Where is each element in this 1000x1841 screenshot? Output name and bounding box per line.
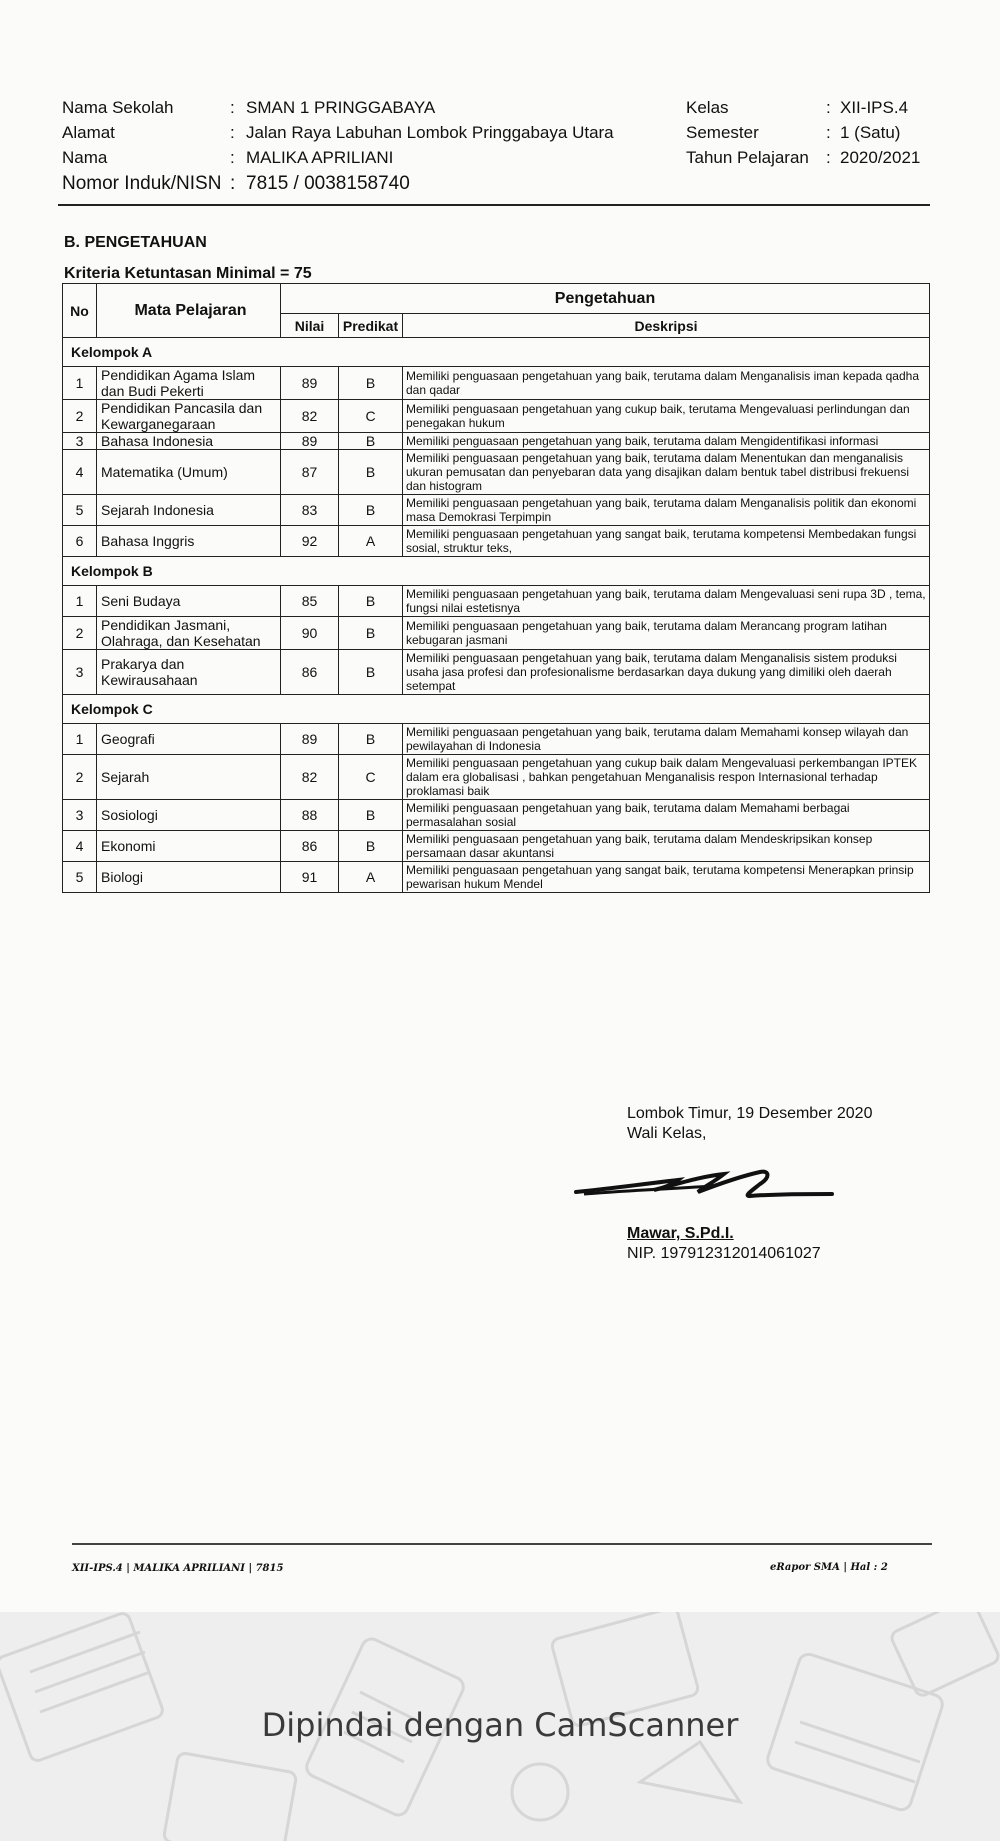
cell-no: 4 [63,831,97,862]
handwritten-signature [574,1158,836,1204]
table-row [63,617,930,650]
grades-body [63,338,930,893]
cell-no: 5 [63,495,97,526]
school-address: Jalan Raya Labuhan Lombok Pringgabaya Utara [246,123,614,142]
cell-description: Memiliki penguasaan pengetahuan yang baik, terutama dalam Mendeskripsikan konsep persamaan dasar akuntansi [403,831,930,862]
cell-subject: Seni Budaya [97,586,281,617]
footer-page-info: eRapor SMA | Hal : 2 [770,1562,888,1573]
cell-no: 2 [63,400,97,433]
cell-grade: B [339,450,403,495]
signer-role: Wali Kelas, [627,1125,707,1142]
cell-no: 3 [63,433,97,450]
cell-description: Memiliki penguasaan pengetahuan yang baik, terutama dalam Mengidentifikasi informasi [403,433,930,450]
table-row [63,367,930,400]
cell-subject: Sejarah Indonesia [97,495,281,526]
cell-grade: B [339,831,403,862]
cell-subject: Sosiologi [97,800,281,831]
cell-grade: B [339,586,403,617]
cell-score: 89 [281,433,339,450]
cell-subject: Geografi [97,724,281,755]
cell-description: Memiliki penguasaan pengetahuan yang sangat baik, terutama kompetensi Menerapkan prinsip pewarisan hukum Mendel [403,862,930,893]
cell-score: 91 [281,862,339,893]
cell-grade: C [339,400,403,433]
header-nilai: Nilai [281,314,339,338]
cell-subject: Bahasa Inggris [97,526,281,557]
class-info [686,95,920,170]
info-row-year: Tahun Pelajaran : 2020/2021 [686,145,920,170]
cell-description: Memiliki penguasaan pengetahuan yang sangat baik, terutama kompetensi Membedakan fungsi sosial, struktur teks, [403,526,930,557]
semester-value: 1 (Satu) [840,123,901,142]
cell-description: Memiliki penguasaan pengetahuan yang baik, terutama dalam Menentukan dan menganalisis ukuran pemusatan dan penyebaran data yang disajikan dalam bentuk tabel distribusi frekuensi dan histogram [403,450,930,495]
cell-grade: A [339,526,403,557]
cell-description: Memiliki penguasaan pengetahuan yang baik, terutama dalam Memahami konsep wilayah dan pewilayahan di Indonesia [403,724,930,755]
group-label: Kelompok A [63,338,930,367]
cell-description: Memiliki penguasaan pengetahuan yang baik, terutama dalam Memahami berbagai permasalahan sosial [403,800,930,831]
info-row-nisn: Nomor Induk/NISN : 7815 / 0038158740 [62,170,614,197]
cell-grade: B [339,367,403,400]
cell-description: Memiliki penguasaan pengetahuan yang baik, terutama dalam Mengevaluasi seni rupa 3D , tema, fungsi nilai estetisnya [403,586,930,617]
place-date: Lombok Timur, 19 Desember 2020 [627,1105,873,1122]
cell-score: 92 [281,526,339,557]
cell-score: 89 [281,367,339,400]
table-row [63,862,930,893]
header-deskripsi: Deskripsi [403,314,930,338]
cell-subject: Pendidikan Pancasila dan Kewarganegaraan [97,400,281,433]
table-row [63,526,930,557]
table-header-row [63,284,930,314]
cell-subject: Pendidikan Agama Islam dan Budi Pekerti [97,367,281,400]
cell-score: 83 [281,495,339,526]
student-info [62,95,614,197]
cell-no: 1 [63,367,97,400]
footer-divider [72,1543,932,1545]
cell-description: Memiliki penguasaan pengetahuan yang baik, terutama dalam Menganalisis politik dan ekonomi masa Demokrasi Terpimpin [403,495,930,526]
table-row [63,831,930,862]
student-name: MALIKA APRILIANI [246,148,394,167]
cell-no: 1 [63,724,97,755]
info-row-school: Nama Sekolah : SMAN 1 PRINGGABAYA [62,95,614,120]
cell-score: 85 [281,586,339,617]
cell-grade: B [339,495,403,526]
cell-no: 6 [63,526,97,557]
cell-no: 2 [63,755,97,800]
cell-grade: B [339,617,403,650]
year-value: 2020/2021 [840,148,921,167]
cell-score: 82 [281,755,339,800]
cell-no: 1 [63,586,97,617]
footer-student-info: XII-IPS.4 | MALIKA APRILIANI | 7815 [72,1563,284,1574]
cell-score: 89 [281,724,339,755]
cell-no: 4 [63,450,97,495]
group-label: Kelompok B [63,557,930,586]
cell-grade: A [339,862,403,893]
header-mapel: Mata Pelajaran [97,284,281,338]
table-row [63,400,930,433]
table-row [63,650,930,695]
header-no: No [63,284,97,338]
student-nisn: 7815 / 0038158740 [246,173,410,194]
table-row [63,450,930,495]
cell-grade: B [339,724,403,755]
signer-nip: NIP. 197912312014061027 [627,1245,821,1262]
cell-grade: B [339,800,403,831]
cell-no: 2 [63,617,97,650]
cell-subject: Pendidikan Jasmani, Olahraga, dan Kesehatan [97,617,281,650]
cell-score: 87 [281,450,339,495]
cell-score: 90 [281,617,339,650]
cell-subject: Sejarah [97,755,281,800]
header-predikat: Predikat [339,314,403,338]
header-divider [58,204,930,206]
cell-description: Memiliki penguasaan pengetahuan yang baik, terutama dalam Menganalisis iman kepada qadha dan qadar [403,367,930,400]
info-row-name: Nama : MALIKA APRILIANI [62,145,614,170]
cell-grade: C [339,755,403,800]
cell-no: 3 [63,650,97,695]
cell-grade: B [339,650,403,695]
group-row [63,557,930,586]
cell-subject: Prakarya dan Kewirausahaan [97,650,281,695]
scanner-caption: Dipindai dengan CamScanner [261,1706,739,1744]
header-pengetahuan: Pengetahuan [281,284,930,314]
cell-description: Memiliki penguasaan pengetahuan yang baik, terutama dalam Merancang program latihan kebugaran jasmani [403,617,930,650]
school-name: SMAN 1 PRINGGABAYA [246,98,436,117]
info-row-address: Alamat : Jalan Raya Labuhan Lombok Pringgabaya Utara [62,120,614,145]
class-value: XII-IPS.4 [840,98,909,117]
table-row [63,800,930,831]
cell-subject: Matematika (Umum) [97,450,281,495]
table-row [63,586,930,617]
group-row [63,338,930,367]
table-row [63,433,930,450]
cell-score: 82 [281,400,339,433]
group-label: Kelompok C [63,695,930,724]
cell-score: 88 [281,800,339,831]
cell-description: Memiliki penguasaan pengetahuan yang cukup baik, terutama Mengevaluasi perlindungan dan penegakan hukum [403,400,930,433]
cell-grade: B [339,433,403,450]
cell-subject: Ekonomi [97,831,281,862]
cell-description: Memiliki penguasaan pengetahuan yang cukup baik dalam Mengevaluasi perkembangan IPTEK dalam era globalisasi , bahkan pengetahuan Menganalisis respon Internasional terhadap proklamasi baik [403,755,930,800]
info-row-class: Kelas : XII-IPS.4 [686,95,920,120]
cell-subject: Biologi [97,862,281,893]
cell-score: 86 [281,831,339,862]
section-title: B. PENGETAHUAN [64,234,207,251]
table-row [63,724,930,755]
group-row [63,695,930,724]
cell-no: 5 [63,862,97,893]
cell-no: 3 [63,800,97,831]
cell-score: 86 [281,650,339,695]
cell-description: Memiliki penguasaan pengetahuan yang baik, terutama dalam Menganalisis sistem produksi usaha jasa profesi dan profesionalisme berdasarkan daya dukung yang dimiliki oleh daerah setempat [403,650,930,695]
cell-subject: Bahasa Indonesia [97,433,281,450]
info-row-semester: Semester : 1 (Satu) [686,120,920,145]
table-row [63,495,930,526]
table-row [63,755,930,800]
kkm-label: Kriteria Ketuntasan Minimal = 75 [64,265,312,282]
signer-name: Mawar, S.Pd.I. [627,1225,734,1242]
grades-table [62,283,930,893]
